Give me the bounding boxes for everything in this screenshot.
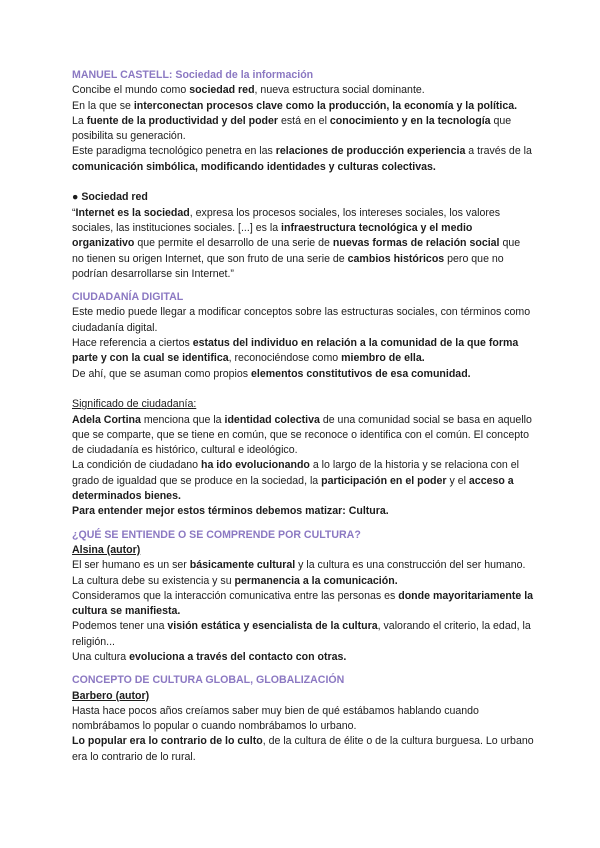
paragraph: Hasta hace pocos años creíamos saber muy bien de qué estábamos hablando cuando nombrábamos lo popular o cuando nombrábamos lo urbano. (72, 704, 479, 733)
paragraph: Lo popular era lo contrario de lo culto, de la cultura de élite o de la cultura burguesa. Lo urbano era lo contrario de lo rural. (72, 735, 534, 763)
paragraph: La fuente de la productividad y del poder está en el conocimiento y en la tecnología que posibilita su generación. (72, 114, 512, 143)
paragraph: Concibe el mundo como sociedad red, nueva estructura social dominante. (72, 84, 425, 97)
paragraph: El ser humano es un ser básicamente cultural y la cultura es una construcción del ser humano. La cultura debe su existencia y su permanencia a la comunicación. (72, 559, 526, 587)
paragraph: Consideramos que la interacción comunicativa entre las personas es donde mayoritariamente la cultura se manifiesta. (72, 589, 534, 618)
section-title-cultura: ¿QUÉ SE ENTIENDE O SE COMPRENDE POR CULTURA? (72, 528, 361, 541)
paragraph: Una cultura evoluciona a través del contacto con otras. (72, 650, 347, 663)
document-page (72, 68, 534, 765)
section-title-ciudadania: CIUDADANÍA DIGITAL (72, 291, 184, 304)
paragraph: La condición de ciudadano ha ido evolucionando a lo largo de la historia y se relaciona con el grado de igualdad que se produce en la sociedad, la participación en el poder y el acceso a determinados bienes. (72, 459, 519, 503)
subheading-significado: Significado de ciudadanía: (72, 398, 197, 411)
paragraph: Este paradigma tecnológico penetra en las relaciones de producción experiencia a través de la comunicación simbólica, modificando identidades y culturas colectivas. (72, 145, 532, 173)
bullet-heading: ● Sociedad red (72, 191, 148, 204)
paragraph: Hace referencia a ciertos estatus del individuo en relación a la comunidad de la que forma parte y con la cual se identifica, reconociéndose como miembro de ella. (72, 337, 519, 365)
quote-paragraph: “Internet es la sociedad, expresa los procesos sociales, los intereses sociales, los valores sociales, las instituciones sociales. [...] es la infraestructura tecnológica y el medio organizativo que permite el desarrollo de una serie de nuevas formas de relación social que no tienen su origen Internet, que son fruto de una serie de cambios históricos pero que no podrían desarrollarse sin Internet.” (72, 206, 521, 280)
paragraph: De ahí, que se asuman como propios elementos constitutivos de esa comunidad. (72, 367, 471, 380)
paragraph: Podemos tener una visión estática y esencialista de la cultura, valorando el criterio, la edad, la religión... (72, 620, 531, 648)
paragraph: Para entender mejor estos términos debemos matizar: Cultura. (72, 505, 389, 518)
paragraph: Adela Cortina menciona que la identidad colectiva de una comunidad social se basa en aquello que se comparte, que se tiene en común, que se reconoce o identifica con el común. El concepto de ciudadanía es histórico, cultural e ideológico. (72, 413, 532, 457)
section-title-globalizacion: CONCEPTO DE CULTURA GLOBAL, GLOBALIZACIÓN (72, 674, 345, 687)
paragraph: En la que se interconectan procesos clave como la producción, la economía y la política. (72, 99, 518, 112)
paragraph: Este medio puede llegar a modificar conceptos sobre las estructuras sociales, con términos como ciudadanía digital. (72, 306, 531, 334)
section-title-castell: MANUEL CASTELL: Sociedad de la información (72, 69, 314, 81)
author-barbero: Barbero (autor) (72, 689, 150, 702)
author-alsina: Alsina (autor) (72, 543, 141, 556)
